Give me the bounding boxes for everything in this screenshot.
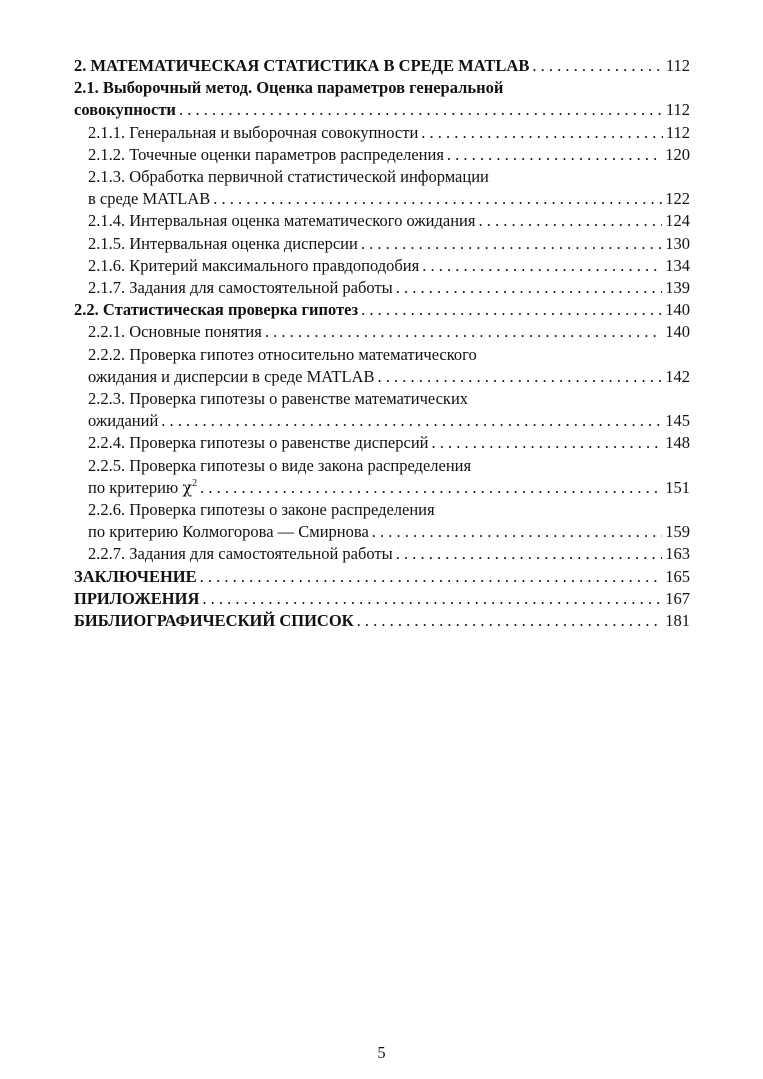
leader-dots: [200, 566, 663, 588]
leader-dots: [396, 543, 663, 565]
leader-dots: [265, 321, 662, 343]
toc-entry-title: 2.2.4. Проверка гипотезы о равенстве дисперсий: [88, 433, 429, 453]
toc-entry-page: 122: [665, 189, 690, 209]
toc-entry-page: 159: [665, 522, 690, 542]
toc-entry-2-2: [74, 299, 690, 321]
toc-entry-title-line2: [88, 477, 200, 499]
toc-entry-page: 148: [665, 433, 690, 453]
toc-entry-page: 124: [665, 211, 690, 231]
toc-entry-page: 140: [665, 300, 690, 320]
toc-entry-title-line1: 2.2.6. Проверка гипотезы о законе распределения: [88, 500, 435, 520]
toc-entry-page: 112: [665, 122, 690, 142]
toc-entry-page: 134: [665, 255, 690, 275]
toc-entry-title-line1: 2.1. Выборочный метод. Оценка параметров генеральной: [74, 78, 504, 98]
toc-entry-page: 163: [665, 544, 690, 564]
toc-entry-title-line2: в среде MATLAB: [88, 189, 211, 209]
toc-entry-2-1-3: [74, 166, 690, 210]
toc-entry-2-2-4: [74, 432, 690, 454]
toc-entry-title-line2: ожиданий: [88, 411, 159, 431]
toc-entry-title: ПРИЛОЖЕНИЯ: [74, 588, 200, 608]
leader-dots: [202, 588, 662, 610]
leader-dots: [447, 144, 662, 166]
toc-entry-2-2-2: [74, 344, 690, 388]
toc-entry-page: 112: [665, 100, 690, 120]
toc-entry-title-line1: 2.2.3. Проверка гипотезы о равенстве математических: [88, 389, 469, 409]
leader-dots: [213, 188, 662, 210]
page-number: 5: [377, 1043, 386, 1062]
leader-dots: [361, 299, 662, 321]
toc-entry-title-line1: 2.1.3. Обработка первичной статистической информации: [88, 167, 489, 187]
leader-dots: [421, 122, 663, 144]
leader-dots: [396, 277, 663, 299]
toc-entry-title: 2.1.7. Задания для самостоятельной работы: [88, 278, 393, 298]
leader-dots: [357, 610, 663, 632]
toc-entry-title: 2.2.1. Основные понятия: [88, 322, 262, 342]
toc-entry-2-2-3: [74, 388, 690, 432]
leader-dots: [377, 366, 662, 388]
toc-entry-page: 140: [665, 322, 690, 342]
leader-dots: [200, 477, 662, 499]
toc-entry-2-1-4: [74, 210, 690, 232]
toc-entry-title-line1: 2.2.2. Проверка гипотез относительно математического: [88, 344, 477, 364]
leader-dots: [161, 410, 662, 432]
toc-entry-bibliography: [74, 610, 690, 632]
table-of-contents: [74, 55, 690, 632]
toc-entry-page: 151: [665, 477, 690, 497]
toc-entry-page: 139: [665, 278, 690, 298]
leader-dots: [179, 99, 663, 121]
toc-entry-title-line1: 2.2.5. Проверка гипотезы о виде закона распределения: [88, 455, 472, 475]
toc-entry-title-line2: ожидания и дисперсии в среде MATLAB: [88, 366, 375, 386]
toc-entry-2-2-7: [74, 543, 690, 565]
toc-entry-page: 120: [665, 144, 690, 164]
toc-entry-appendices: [74, 588, 690, 610]
toc-entry-page: 145: [665, 411, 690, 431]
leader-dots: [361, 233, 662, 255]
chi-symbol: χ: [182, 477, 193, 497]
toc-entry-2-2-6: [74, 499, 690, 543]
toc-entry-title-text: по критерию: [88, 477, 179, 497]
toc-entry-2-2-1: [74, 321, 690, 343]
leader-dots: [431, 432, 662, 454]
toc-entry-title: 2.1.1. Генеральная и выборочная совокупности: [88, 122, 419, 142]
leader-dots: [532, 55, 663, 77]
leader-dots: [422, 255, 662, 277]
toc-entry-title: 2. МАТЕМАТИЧЕСКАЯ СТАТИСТИКА В СРЕДЕ MATLAB: [74, 56, 530, 75]
toc-entry-page: 130: [665, 233, 690, 253]
toc-entry-title: ЗАКЛЮЧЕНИЕ: [74, 566, 197, 586]
toc-entry-2-1-7: [74, 277, 690, 299]
toc-entry-title: 2.1.4. Интервальная оценка математического ожидания: [88, 211, 476, 231]
toc-entry-2-1-1: [74, 122, 690, 144]
toc-entry-title-line2: совокупности: [74, 100, 176, 120]
leader-dots: [372, 521, 662, 543]
toc-entry-page: 142: [665, 366, 690, 386]
toc-entry-page: 112: [665, 56, 690, 75]
toc-entry-page: 167: [665, 588, 690, 608]
toc-entry-2-1-5: [74, 233, 690, 255]
superscript-2: 2: [192, 477, 198, 489]
toc-entry-2-1: [74, 77, 690, 121]
toc-entry-title: 2.1.5. Интервальная оценка дисперсии: [88, 233, 358, 253]
toc-entry-title: 2.1.6. Критерий максимального правдоподобия: [88, 255, 420, 275]
toc-entry-title-line2: по критерию Колмогорова — Смирнова: [88, 522, 369, 542]
toc-entry-chapter-2: [74, 55, 690, 77]
toc-entry-page: 165: [665, 566, 690, 586]
leader-dots: [478, 210, 662, 232]
toc-entry-2-1-6: [74, 255, 690, 277]
toc-entry-title: 2.1.2. Точечные оценки параметров распределения: [88, 144, 444, 164]
toc-entry-conclusion: [74, 566, 690, 588]
toc-entry-title: 2.2. Статистическая проверка гипотез: [74, 300, 359, 320]
toc-entry-title: 2.2.7. Задания для самостоятельной работы: [88, 544, 393, 564]
toc-entry-2-2-5: [74, 455, 690, 499]
toc-entry-2-1-2: [74, 144, 690, 166]
toc-entry-page: 181: [665, 611, 690, 631]
toc-entry-title: БИБЛИОГРАФИЧЕСКИЙ СПИСОК: [74, 611, 354, 631]
